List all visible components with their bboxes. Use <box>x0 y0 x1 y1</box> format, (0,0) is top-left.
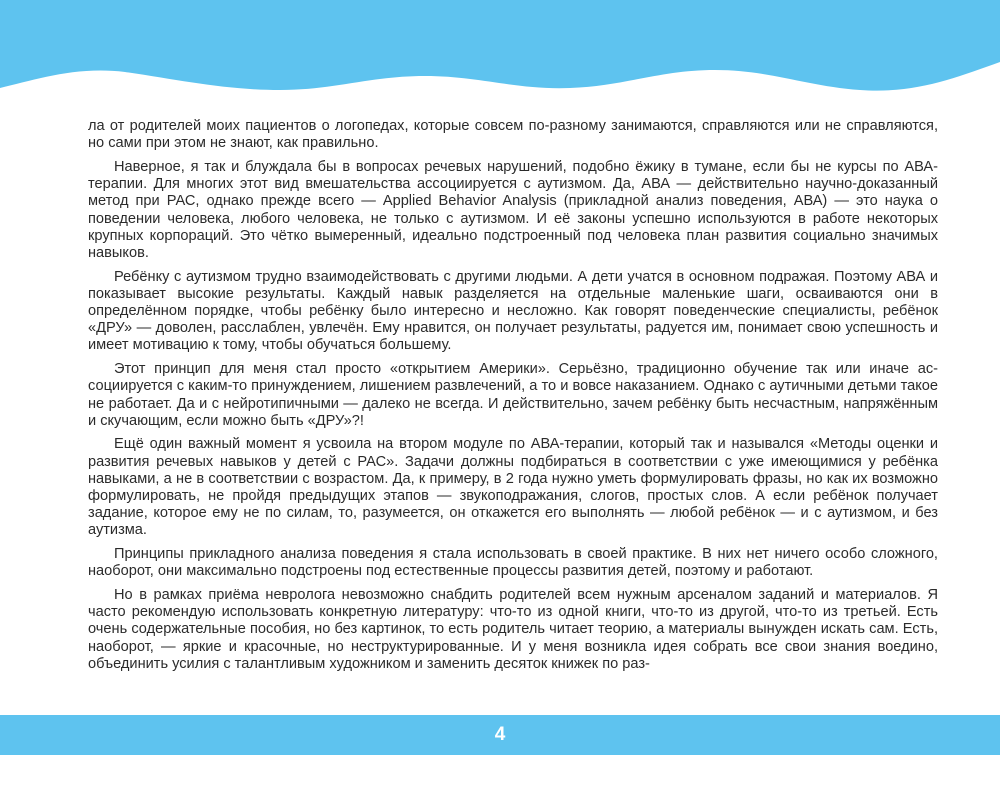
paragraph: ла от родителей моих пациентов о логопедах, которые совсем по-разному занимаются, справляются или не справляются, но сами при этом не знают, как правильно. <box>88 118 938 152</box>
top-wave-shape <box>0 0 1000 91</box>
paragraph: Но в рамках приёма невролога невозможно снабдить родителей всем нужным арсеналом заданий и материалов. Я часто рекомендую использовать конкретную литературу: что-то из одной книги, что-то из другой, что-то из третьей. Есть очень содержательные пособия, но без картинок, то есть родитель читает теорию, а материалы вынужден искать сам. Есть, наоборот, — яркие и красочные, но неструктурированные. И у меня возникла идея собрать все свои знания воедино, объединить усилия с талантливым художником и заменить десяток книжек по раз- <box>88 587 938 672</box>
paragraph: Этот принцип для меня стал просто «открытием Америки». Серьёзно, традиционно обучение так или иначе ассоциируется с каким-то принуждением, лишением развлечений, а то и вовсе наказанием. Однако с аутичными детьми такое не работает. Да и с нейротипичными — далеко не всегда. И действительно, зачем ребёнку быть несчастным, напряжённым и скучающим, если можно быть «ДРУ»?! <box>88 361 938 429</box>
page-number: 4 <box>494 724 506 745</box>
paragraph: Принципы прикладного анализа поведения я стала использовать в своей практике. В них нет ничего особо сложного, наоборот, они максимально подстроены под естественные процессы развития детей, поэтому и работают. <box>88 546 938 580</box>
paragraph: Ещё один важный момент я усвоила на втором модуле по АВА-терапии, который так и назывался «Методы оценки и развития речевых навыков у детей с РАС». Задачи должны подбираться в соответствии с уже имеющимися у ребёнка навыками, а не в соответствии с возрастом. Да, к примеру, в 2 года нужно уметь формулировать фразы, но как их возможно формулировать, не пройдя предыдущих этапов — звукоподражания, слогов, простых слов. А если ребёнок получает задание, которое ему не по силам, то, разумеется, он откажется его выполнять — любой ребёнок — и с аутизмом, и без аутизма. <box>88 436 938 539</box>
top-wave-decoration <box>0 0 1000 110</box>
footer-band <box>0 715 1000 755</box>
paragraph: Ребёнку с аутизмом трудно взаимодействовать с другими людьми. А дети учатся в основном подражая. Поэтому АВА и показывает высокие результаты. Каждый навык разделяется на отдельные маленькие шаги, осваиваются они в определённом порядке, чтобы ребёнку было интересно и несложно. Как говорят поведенческие специалисты, ребёнок «ДРУ» — доволен, расслаблен, увлечён. Ему нравится, он получает результаты, радуется им, понимает свою успешность и имеет мотивацию к тому, чтобы обучаться большему. <box>88 268 938 354</box>
paragraph: Наверное, я так и блуждала бы в вопросах речевых нарушений, подобно ёжику в тумане, если бы не курсы по АВА-терапии. Для многих этот вид вмешательства ассоциируется с аутизмом. Да, АВА — действительно научно-доказанный метод при РАС, однако прежде всего — Applied Behavior Analysis (прикладной анализ поведения, АВА) — это наука о поведении человека, любого человека, не только с аутизмом. И её законы успешно используются в работе некоторых крупных корпораций. Это чётко вымеренный, идеально подстроенный под человека план развития социально значимых навыков. <box>88 158 938 261</box>
main-text <box>88 118 938 680</box>
